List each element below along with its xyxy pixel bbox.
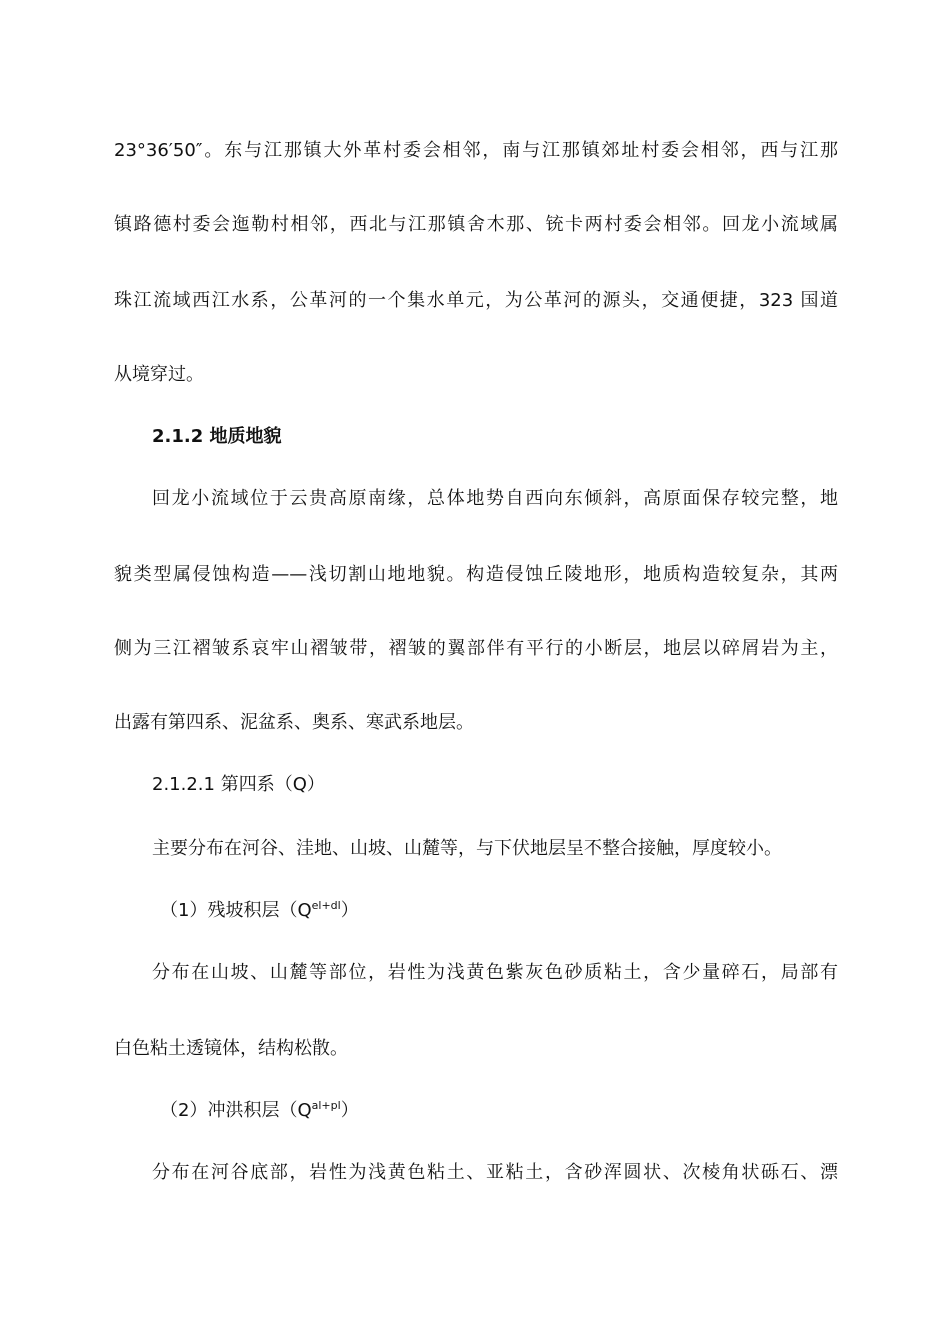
paragraph-line: 白色粘土透镜体，结构松散。 bbox=[114, 1038, 348, 1059]
item-heading-1 bbox=[160, 898, 884, 924]
paragraph-line: 镇路德村委会迤勒村相邻，西北与江那镇舍木那、铳卡两村委会相邻。回龙小流域属 bbox=[114, 214, 838, 235]
superscript: al+pl bbox=[311, 1099, 341, 1112]
item-heading-2 bbox=[160, 1098, 884, 1124]
paragraph-line: 分布在河谷底部，岩性为浅黄色粘土、亚粘土，含砂浑圆状、次棱角状砾石、漂 bbox=[152, 1162, 838, 1183]
section-heading-2-1-2: 2.1.2 地质地貌 bbox=[152, 426, 282, 447]
paragraph-line: 出露有第四系、泥盆系、奥系、寒武系地层。 bbox=[114, 712, 474, 733]
item-heading-suffix: ） bbox=[340, 900, 359, 921]
paragraph-line: 侧为三江褶皱系哀牢山褶皱带，褶皱的翼部伴有平行的小断层，地层以碎屑岩为主， bbox=[114, 638, 838, 659]
paragraph-line: 分布在山坡、山麓等部位，岩性为浅黄色紫灰色砂质粘土，含少量碎石，局部有 bbox=[152, 962, 838, 983]
paragraph-line: 23°36′50″。东与江那镇大外革村委会相邻，南与江那镇郊址村委会相邻，西与江那 bbox=[114, 140, 838, 161]
paragraph-line: 珠江流域西江水系，公革河的一个集水单元，为公革河的源头，交通便捷，323 国道 bbox=[114, 290, 838, 311]
superscript: el+dl bbox=[311, 899, 341, 912]
paragraph-line: 回龙小流域位于云贵高原南缘，总体地势自西向东倾斜，高原面保存较完整，地 bbox=[152, 488, 838, 509]
item-heading-suffix: ） bbox=[340, 1100, 359, 1121]
item-heading-text: （1）残坡积层（Q bbox=[160, 900, 312, 921]
subsection-heading-2-1-2-1: 2.1.2.1 第四系（Q） bbox=[152, 774, 325, 795]
paragraph-line: 貌类型属侵蚀构造——浅切割山地地貌。构造侵蚀丘陵地形，地质构造较复杂，其两 bbox=[114, 564, 838, 585]
paragraph-line: 从境穿过。 bbox=[114, 364, 204, 385]
item-heading-text: （2）冲洪积层（Q bbox=[160, 1100, 312, 1121]
paragraph-line: 主要分布在河谷、洼地、山坡、山麓等，与下伏地层呈不整合接触，厚度较小。 bbox=[152, 838, 782, 859]
